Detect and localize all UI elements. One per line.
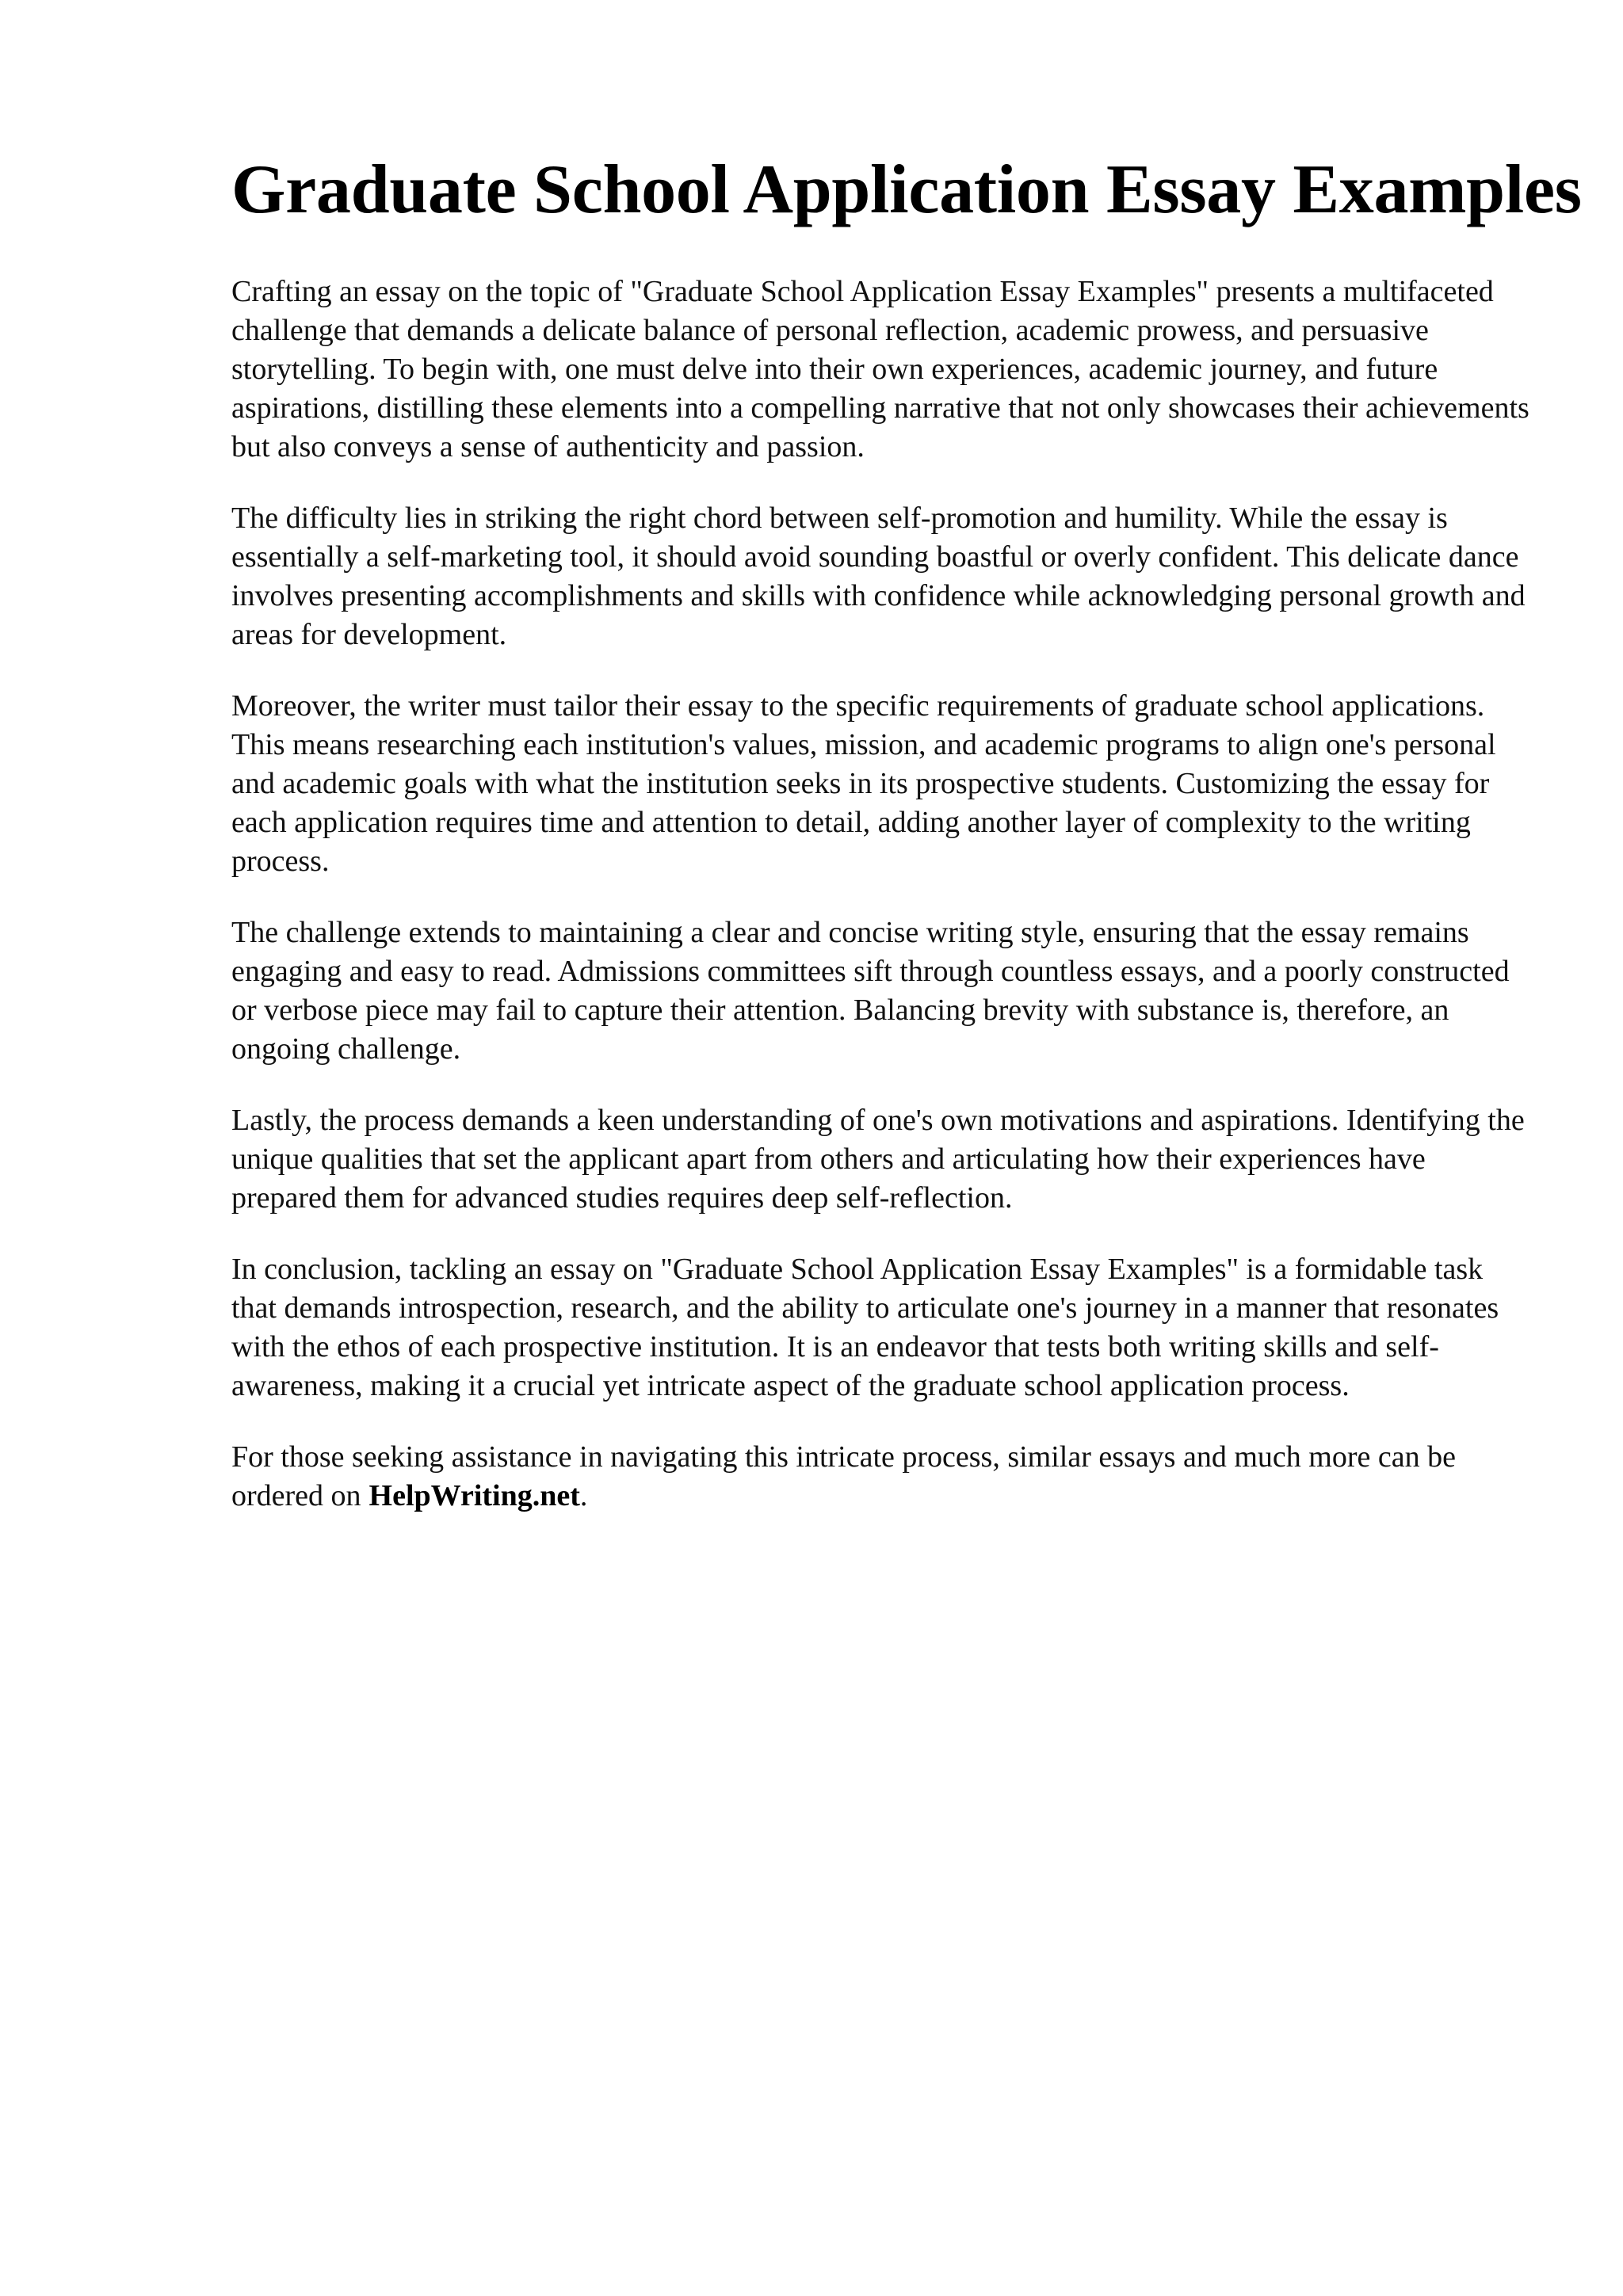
helpwriting-link[interactable]: HelpWriting.net — [369, 1479, 580, 1512]
document-page — [231, 143, 1582, 1548]
document-title: Graduate School Application Essay Examples — [231, 151, 1582, 228]
paragraph-style: The challenge extends to maintaining a clear and concise writing style, ensuring that the essay remains engaging and easy to read. Admissions committees sift through countless essays, and a poorly constructed or verbose piece may fail to capture their attention. Balancing brevity with substance is, therefore, an ongoing challenge. — [231, 916, 1510, 1066]
closing-text: For those seeking assistance in navigating this intricate process, similar essays and much more can be ordered on — [231, 1440, 1456, 1512]
paragraph-conclusion: In conclusion, tackling an essay on "Graduate School Application Essay Examples" is a formidable task that demands introspection, research, and the ability to articulate one's journey in a manner that resonates with the ethos of each prospective institution. It is an endeavor that tests both writing skills and self-awareness, making it a crucial yet intricate aspect of the graduate school application process. — [231, 1253, 1499, 1402]
paragraph-intro: Crafting an essay on the topic of "Graduate School Application Essay Examples" presents a multifaceted challenge that demands a delicate balance of personal reflection, academic prowess, and persuasive storytelling. To begin with, one must delve into their own experiences, academic journey, and future aspirations, distilling these elements into a compelling narrative that not only showcases their achievements but also conveys a sense of authenticity and passion. — [231, 275, 1529, 463]
paragraph-motivations: Lastly, the process demands a keen understanding of one's own motivations and aspirations. Identifying the unique qualities that set the applicant apart from others and articulating how their experiences have prepared them for advanced studies requires deep self-reflection. — [231, 1104, 1525, 1215]
paragraph-closing — [231, 1438, 1531, 1516]
paragraph-tailoring: Moreover, the writer must tailor their essay to the specific requirements of graduate school applications. This means researching each institution's values, mission, and academic programs to align one's personal and academic goals with what the institution seeks in its prospective students. Customizing the essay for each application requires time and attention to detail, adding another layer of complexity to the writing process. — [231, 689, 1496, 878]
closing-period: . — [579, 1479, 588, 1512]
paragraph-difficulty: The difficulty lies in striking the right chord between self-promotion and humility. While the essay is essentially a self-marketing tool, it should avoid sounding boastful or overly confident. This delicate dance involves presenting accomplishments and skills with confidence while acknowledging personal growth and areas for development. — [231, 502, 1526, 651]
